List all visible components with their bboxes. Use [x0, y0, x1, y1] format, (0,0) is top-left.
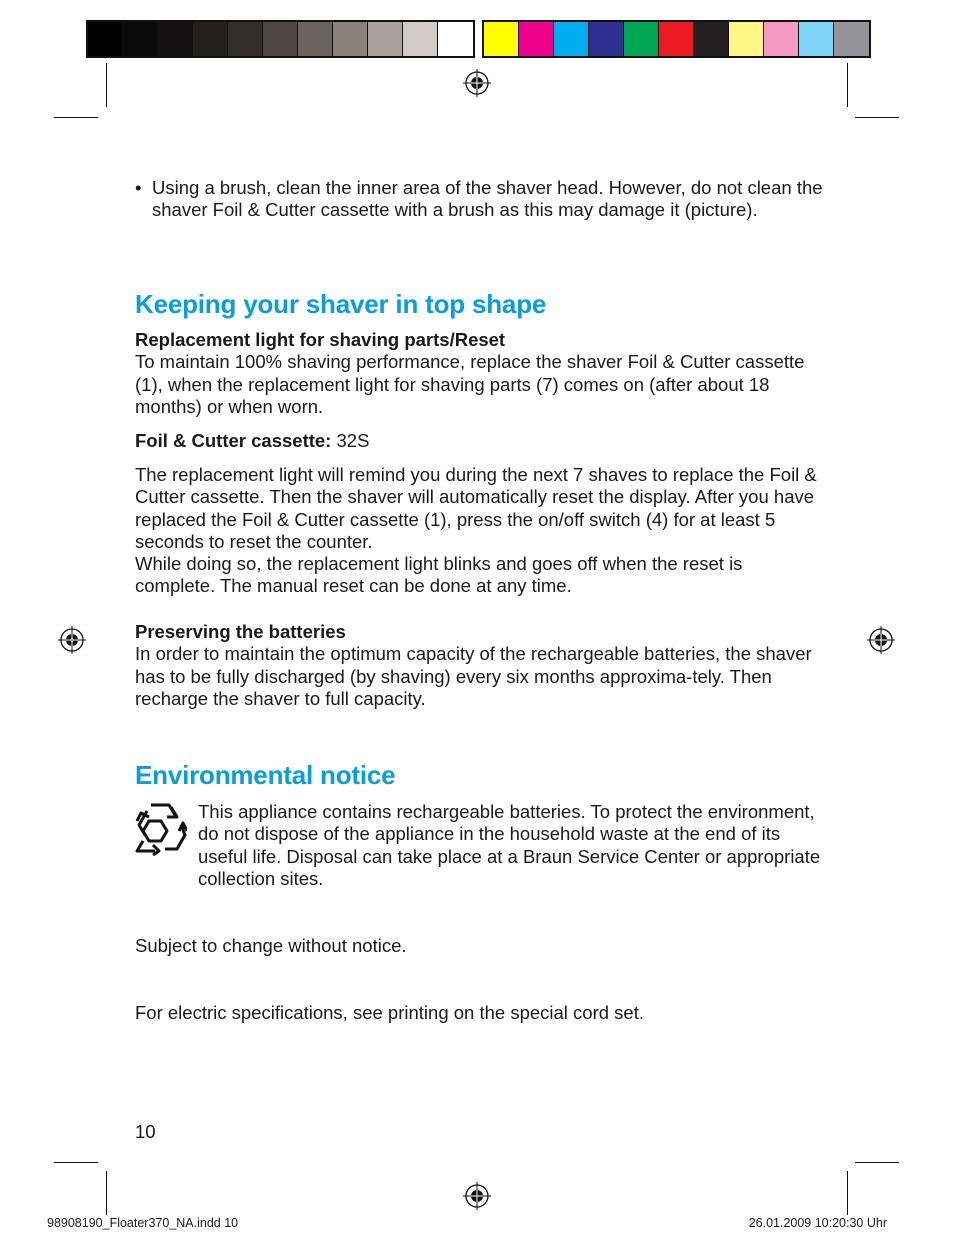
- crop-mark-top-right-h: [855, 117, 899, 118]
- color-swatch: [799, 22, 834, 56]
- bullet-text: Using a brush, clean the inner area of the shaver head. However, do not clean the shaver Foil & Cutter cassette with a brush as this may damage it (picture).: [152, 177, 823, 221]
- electric-spec-notice: For electric specifications, see printing on the special cord set.: [135, 1002, 644, 1023]
- section-heading-top-shape: Keeping your shaver in top shape: [135, 289, 547, 319]
- color-swatch: [764, 22, 799, 56]
- crop-mark-top-right-v: [847, 63, 848, 107]
- gray-swatch: [158, 22, 193, 56]
- page-number: 10: [135, 1121, 156, 1142]
- color-swatch: [729, 22, 764, 56]
- brush-cleaning-bullet: [135, 177, 825, 222]
- color-swatch: [554, 22, 589, 56]
- cassette-label: Foil & Cutter cassette:: [135, 430, 332, 451]
- color-swatch: [589, 22, 624, 56]
- registration-mark-icon: [462, 68, 492, 98]
- footer-date-info: 26.01.2009 10:20:30 Uhr: [748, 1216, 887, 1230]
- gray-swatch: [333, 22, 368, 56]
- reset-text-1: The replacement light will remind you during the next 7 shaves to replace the Foil & Cutter cassette. Then the shaver will automatically reset the display. After you have replaced the Foil & Cutter cassette (1), press the on/off switch (4) for at least 5 seconds to reset the counter.: [135, 464, 817, 552]
- gray-swatch: [193, 22, 228, 56]
- grayscale-color-bar: [86, 20, 475, 58]
- reset-text-2: While doing so, the replacement light blinks and goes off when the reset is complete. The manual reset can be done at any time.: [135, 553, 743, 597]
- replacement-block: [135, 329, 825, 418]
- cassette-line: [135, 430, 825, 452]
- registration-mark-icon: [462, 1181, 492, 1211]
- crop-mark-top-left-v: [106, 63, 107, 107]
- crop-mark-bottom-right-h: [855, 1162, 899, 1163]
- footer-file-info: 98908190_Floater370_NA.indd 10: [47, 1216, 239, 1230]
- gray-swatch: [123, 22, 158, 56]
- gray-swatch: [88, 22, 123, 56]
- process-color-bar: [482, 20, 871, 58]
- batteries-block: [135, 621, 825, 710]
- change-notice: Subject to change without notice.: [135, 935, 407, 956]
- replacement-text: To maintain 100% shaving performance, replace the shaver Foil & Cutter cassette (1), when the replacement light for shaving parts (7) comes on (after about 18 months) or when worn.: [135, 351, 805, 417]
- color-swatch: [519, 22, 554, 56]
- registration-mark-icon: [866, 625, 896, 655]
- color-swatch: [624, 22, 659, 56]
- crop-mark-bottom-right-v: [847, 1171, 848, 1215]
- batteries-text: In order to maintain the optimum capacity of the rechargeable batteries, the shaver has to be fully discharged (by shaving) every six months approxima-tely. Then recharge the shaver to full capacity.: [135, 643, 812, 709]
- gray-swatch: [403, 22, 438, 56]
- gray-swatch: [298, 22, 333, 56]
- reset-block: [135, 464, 825, 598]
- gray-swatch: [263, 22, 298, 56]
- registration-mark-icon: [57, 625, 87, 655]
- section-heading-environment: Environmental notice: [135, 760, 396, 790]
- color-swatch: [694, 22, 729, 56]
- crop-mark-bottom-left-h: [54, 1162, 98, 1163]
- crop-mark-bottom-left-v: [106, 1171, 107, 1215]
- color-swatch: [834, 22, 869, 56]
- cassette-value: 32S: [331, 430, 370, 451]
- color-swatch: [484, 22, 519, 56]
- replacement-subheading: Replacement light for shaving parts/Reset: [135, 329, 506, 350]
- gray-swatch: [368, 22, 403, 56]
- recycle-icon: [133, 801, 187, 857]
- batteries-subheading: Preserving the batteries: [135, 621, 346, 642]
- gray-swatch: [228, 22, 263, 56]
- bullet-marker: •: [135, 177, 142, 198]
- color-swatch: [659, 22, 694, 56]
- gray-swatch: [438, 22, 473, 56]
- environment-text: This appliance contains rechargeable batteries. To protect the environment, do not dispose of the appliance in the household waste at the end of its useful life. Disposal can take place at a Braun Service Center or appropriate collection sites.: [198, 801, 821, 889]
- crop-mark-top-left-h: [54, 117, 98, 118]
